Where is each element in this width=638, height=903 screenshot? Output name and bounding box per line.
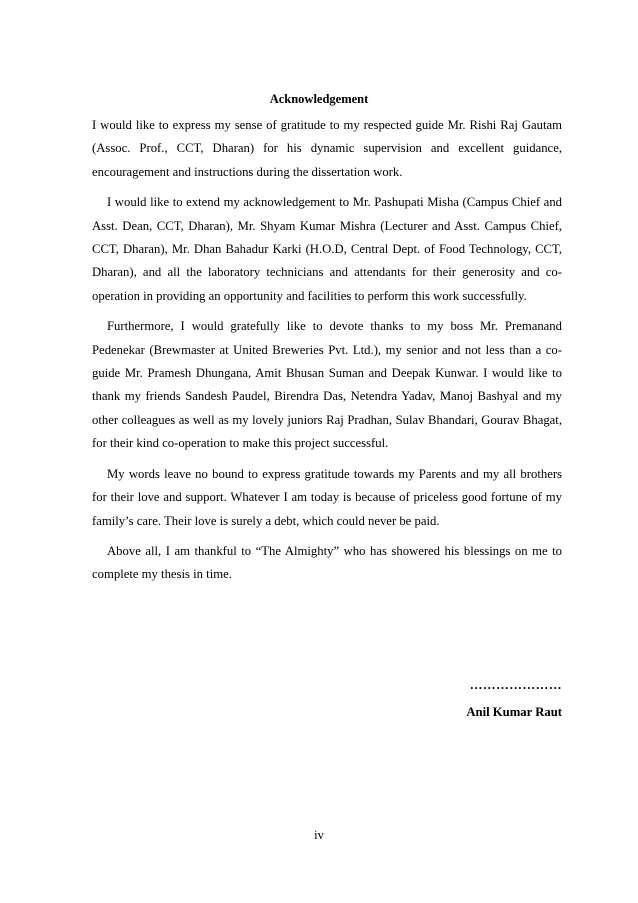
page-number: iv (314, 828, 324, 842)
acknowledgement-body (92, 114, 562, 594)
author-name: Anil Kumar Raut (466, 705, 562, 719)
paragraph-campus-staff: I would like to extend my acknowledgement to Mr. Pashupati Misha (Campus Chief and Asst. Dean, CCT, Dharan), Mr. Shyam Kumar Mishra (Lecturer and Asst. Campus Chief, CCT, Dharan), Mr. Dhan Bahadur Karki (H.O.D, Central Dept. of Food Technology, CCT, Dharan), and all the laboratory technicians and attendants for their generosity and co-operation in providing an opportunity and facilities to perform this work successfully. (92, 195, 562, 303)
paragraph-almighty: Above all, I am thankful to “The Almighty” who has showered his blessings on me to complete my thesis in time. (92, 543, 562, 582)
signature-block (466, 675, 562, 721)
paragraph-family: My words leave no bound to express gratitude towards my Parents and my all brothers for their love and support. Whatever I am today is because of priceless good fortune of my family’s care. Their love is surely a debt, which could never be paid. (92, 466, 562, 528)
signature-line: ………………… (469, 678, 562, 692)
paragraph-guide: I would like to express my sense of gratitude to my respected guide Mr. Rishi Raj Gautam (Assoc. Prof., CCT, Dharan) for his dynamic supervision and excellent guidance, encouragement and instructions during the dissertation work. (92, 118, 562, 179)
paragraph-colleagues: Furthermore, I would gratefully like to devote thanks to my boss Mr. Premanand Pedenekar (Brewmaster at United Breweries Pvt. Ltd.), my senior and not less than a co-guide Mr. Pramesh Dhungana, Amit Bhusan Suman and Deepak Kunwar. I would like to thank my friends Sandesh Paudel, Birendra Das, Netendra Yadav, Manoj Bashyal and my other colleagues as well as my lovely juniors Raj Pradhan, Sulav Bhandari, Gourav Bhagat, for their kind co-operation to make this project successful. (92, 319, 562, 451)
page-title: Acknowledgement (269, 92, 369, 106)
